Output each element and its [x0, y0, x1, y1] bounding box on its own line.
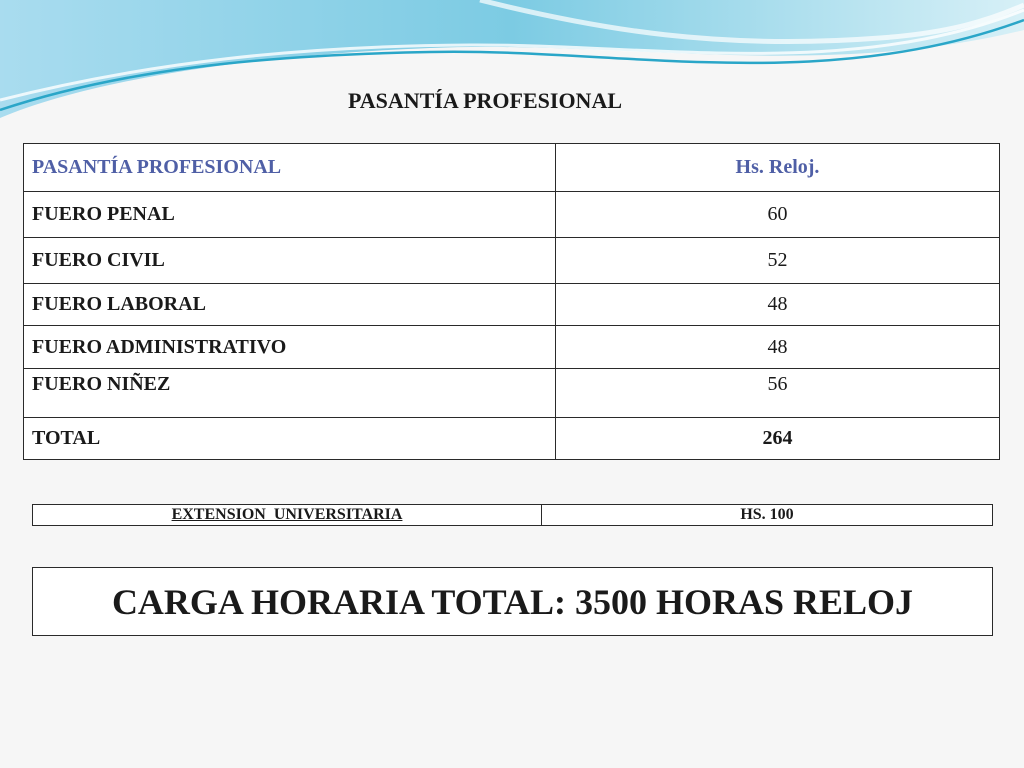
- total-label: TOTAL: [24, 418, 556, 460]
- extension-row: [33, 505, 993, 526]
- table-row: [24, 369, 1000, 418]
- row-label: FUERO NIÑEZ: [24, 369, 556, 418]
- extension-hours: HS. 100: [542, 505, 993, 526]
- table-row: [24, 284, 1000, 326]
- row-hours: 48: [556, 326, 1000, 369]
- row-label: FUERO LABORAL: [24, 284, 556, 326]
- row-hours: 52: [556, 238, 1000, 284]
- table-row: [24, 192, 1000, 238]
- table-row: [24, 238, 1000, 284]
- row-label: FUERO CIVIL: [24, 238, 556, 284]
- extension-label-cell: [33, 505, 542, 526]
- row-label: FUERO PENAL: [24, 192, 556, 238]
- slide-title: PASANTÍA PROFESIONAL: [347, 88, 623, 113]
- hours-table: [23, 143, 1000, 460]
- table-total-row: [24, 418, 1000, 460]
- header-label-cell: PASANTÍA PROFESIONAL: [24, 144, 556, 192]
- total-hours: 264: [556, 418, 1000, 460]
- extension-label: EXTENSION UNIVERSITARIA: [171, 506, 403, 523]
- table-row: [24, 326, 1000, 369]
- total-load-box: [32, 567, 993, 636]
- total-load-text: CARGA HORARIA TOTAL: 3500 HORAS RELOJ: [111, 581, 914, 622]
- row-hours: 56: [556, 369, 1000, 418]
- row-label: FUERO ADMINISTRATIVO: [24, 326, 556, 369]
- extension-table: [32, 504, 993, 526]
- row-hours: 48: [556, 284, 1000, 326]
- header-hours-cell: Hs. Reloj.: [556, 144, 1000, 192]
- table-header-row: [24, 144, 1000, 192]
- row-hours: 60: [556, 192, 1000, 238]
